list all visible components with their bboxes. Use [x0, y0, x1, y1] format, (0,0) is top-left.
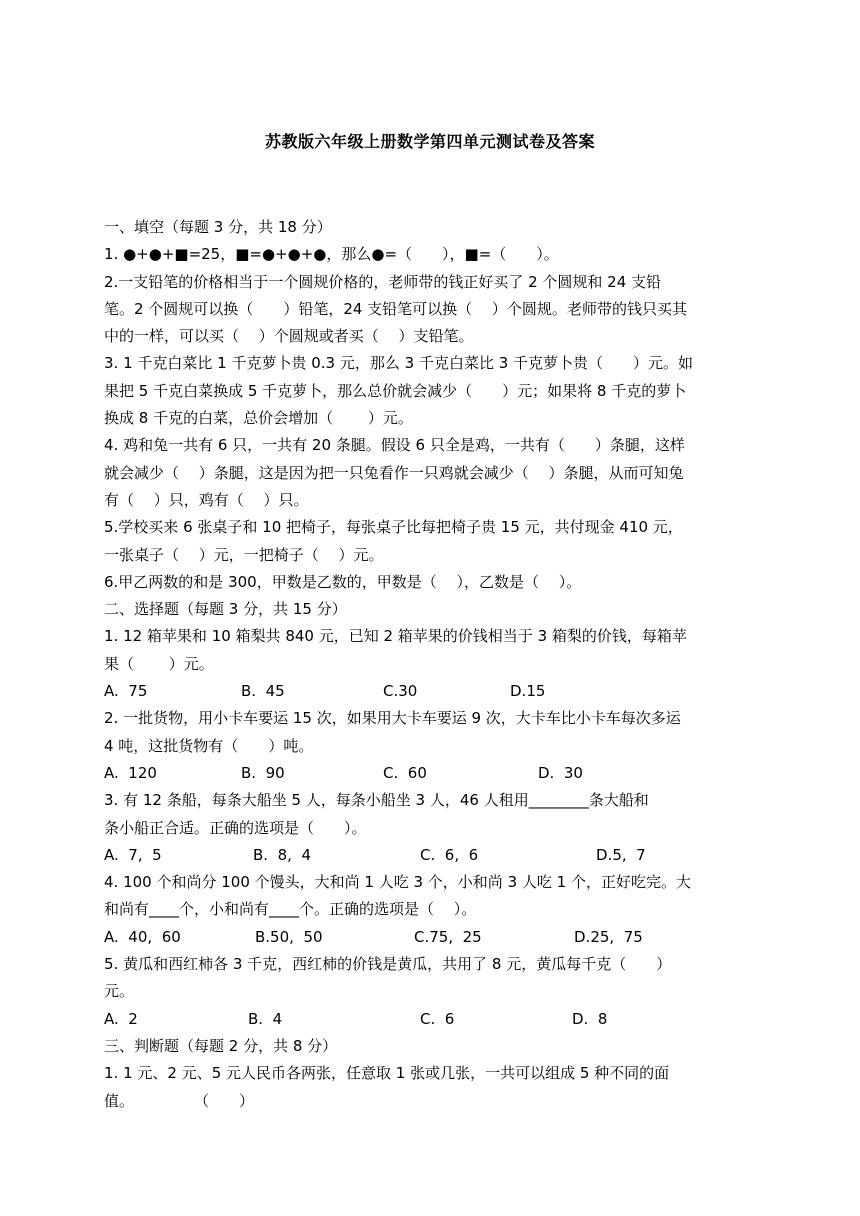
question-line: 值。 （ ） [104, 1091, 255, 1110]
question-line: 4. 100 个和尚分 100 个馒头，大和尚 1 人吃 3 个，小和尚 3 人吃 1 个，正好吃完。大 [104, 873, 691, 892]
question-line: 1. 1 元、2 元、5 元人民币各两张，任意取 1 张或几张，一共可以组成 5 种不同的面 [104, 1064, 670, 1083]
exam-content [104, 214, 762, 1115]
question-line: 1. ●+●+■=25，■=●+●+●，那么●=（ ），■=（ ）。 [104, 245, 559, 264]
section-heading-choice: 二、选择题（每题 3 分，共 15 分） [104, 600, 347, 619]
options-row [104, 678, 762, 705]
question-line: 果（ ）元。 [104, 654, 214, 673]
section-heading-fill-blank: 一、填空（每题 3 分，共 18 分） [104, 218, 332, 236]
question-line: 2. 一批货物，用小卡车要运 15 次，如果用大卡车要运 9 次，大卡车比小卡车每次多运 [104, 709, 681, 728]
option-d: D.15 [510, 682, 546, 701]
question-line: 中的一样，可以买（ ）个圆规或者买（ ）支铅笔。 [104, 327, 474, 346]
section-heading-true-false: 三、判断题（每题 2 分，共 8 分） [104, 1036, 338, 1055]
option-d: D. 8 [572, 1009, 608, 1028]
options-row [104, 760, 762, 787]
option-c: C.75, 25 [414, 927, 482, 946]
question-line: 元。 [104, 982, 135, 1001]
question-line: 5.学校买来 6 张桌子和 10 把椅子，每张桌子比每把椅子贵 15 元，共付现金 410 元， [104, 518, 683, 537]
question-line: 就会减少（ ）条腿，这是因为把一只兔看作一只鸡就会减少（ ）条腿，从而可知兔 [104, 463, 684, 482]
question-line: 6.甲乙两数的和是 300，甲数是乙数的，甲数是（ ），乙数是（ ）。 [104, 572, 582, 591]
option-a: A. 75 [104, 682, 148, 701]
option-c: C. 60 [383, 763, 427, 782]
option-b: B. 90 [241, 763, 285, 782]
option-a: A. 7, 5 [104, 845, 162, 864]
question-line: 果把 5 千克白菜换成 5 千克萝卜，那么总价就会减少（ ）元；如果将 8 千克的萝卜 [104, 381, 687, 400]
option-a: A. 40, 60 [104, 927, 181, 946]
option-b: B. 4 [248, 1009, 283, 1028]
option-c: C. 6 [420, 1009, 455, 1028]
question-line: 5. 黄瓜和西红柿各 3 千克，西红柿的价钱是黄瓜，共用了 8 元，黄瓜每千克（ ） [104, 955, 672, 974]
question-line: 4 吨，这批货物有（ ）吨。 [104, 736, 314, 755]
question-line: 换成 8 千克的白菜，总价会增加（ ）元。 [104, 409, 413, 428]
question-line: 有（ ）只，鸡有（ ）只。 [104, 490, 309, 509]
options-row [104, 924, 762, 951]
question-line: 和尚有____个，小和尚有____个。正确的选项是（ ）。 [104, 900, 477, 919]
option-b: B. 45 [241, 682, 285, 701]
page-title: 苏教版六年级上册数学第四单元测试卷及答案 [264, 132, 595, 151]
question-line: 2.一支铅笔的价格相当于一个圆规价格的，老师带的钱正好买了 2 个圆规和 24 支铅 [104, 272, 662, 291]
option-c: C.30 [383, 682, 418, 701]
question-line: 一张桌子（ ）元，一把椅子（ ）元。 [104, 545, 384, 564]
options-row [104, 842, 762, 869]
option-a: A. 2 [104, 1009, 138, 1028]
question-line: 1. 12 箱苹果和 10 箱梨共 840 元，已知 2 箱苹果的价钱相当于 3 箱梨的价钱，每箱苹 [104, 627, 687, 646]
option-d: D.5, 7 [596, 845, 646, 864]
option-c: C. 6, 6 [420, 845, 479, 864]
option-d: D. 30 [538, 763, 583, 782]
question-line: 条小船正合适。正确的选项是（ ）。 [104, 818, 367, 837]
question-line: 3. 有 12 条船，每条大船坐 5 人，每条小船坐 3 人，46 人租用________条大船和 [104, 791, 649, 810]
option-b: B.50, 50 [255, 927, 323, 946]
option-b: B. 8, 4 [253, 845, 311, 864]
option-a: A. 120 [104, 763, 157, 782]
option-d: D.25, 75 [574, 927, 643, 946]
question-line: 4. 鸡和兔一共有 6 只，一共有 20 条腿。假设 6 只全是鸡，一共有（ ）条腿，这样 [104, 436, 685, 455]
question-line: 笔。2 个圆规可以换（ ）铅笔，24 支铅笔可以换（ ）个圆规。老师带的钱只买其 [104, 299, 687, 318]
options-row [104, 1006, 762, 1033]
question-line: 3. 1 千克白菜比 1 千克萝卜贵 0.3 元，那么 3 千克白菜比 3 千克萝卜贵（ ）元。如 [104, 354, 694, 373]
